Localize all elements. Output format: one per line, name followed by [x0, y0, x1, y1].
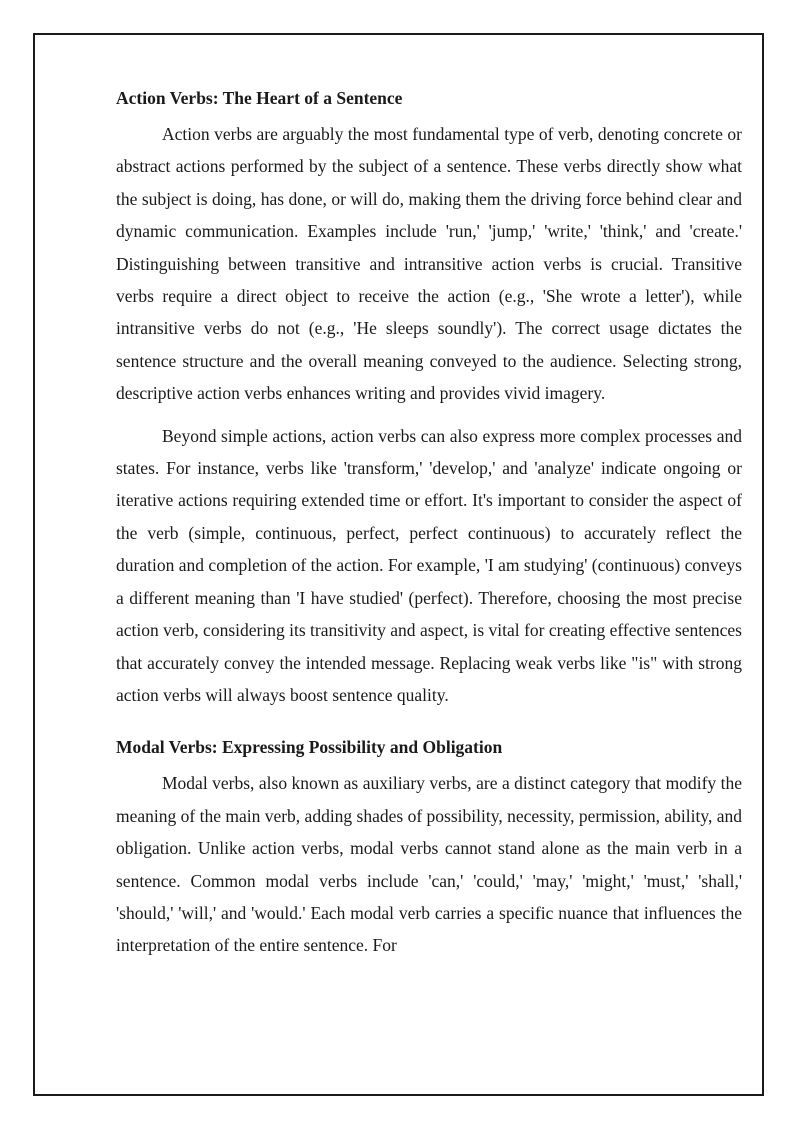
section-action-verbs	[116, 84, 742, 711]
section-modal-verbs	[116, 733, 742, 961]
paragraph: Action verbs are arguably the most fundamental type of verb, denoting concrete or abstract actions performed by the subject of a sentence. These verbs directly show what the subject is doing, has done, or will do, making them the driving force behind clear and dynamic communication. Examples include 'run,' 'jump,' 'write,' 'think,' and 'create.' Distinguishing between transitive and intransitive action verbs is crucial. Transitive verbs require a direct object to receive the action (e.g., 'She wrote a letter'), while intransitive verbs do not (e.g., 'He sleeps soundly'). The correct usage dictates the sentence structure and the overall meaning conveyed to the audience. Selecting strong, descriptive action verbs enhances writing and provides vivid imagery.	[116, 124, 742, 404]
paragraph: Beyond simple actions, action verbs can also express more complex processes and states. For instance, verbs like 'transform,' 'develop,' and 'analyze' indicate ongoing or iterative actions requiring extended time or effort. It's important to consider the aspect of the verb (simple, continuous, perfect, perfect continuous) to accurately reflect the duration and completion of the action. For example, 'I am studying' (continuous) conveys a different meaning than 'I have studied' (perfect). Therefore, choosing the most precise action verb, considering its transitivity and aspect, is vital for creating effective sentences that accurately convey the intended message. Replacing weak verbs like "is" with strong action verbs will always boost sentence quality.	[116, 425, 742, 705]
section-heading: Action Verbs: The Heart of a Sentence	[116, 88, 403, 108]
paragraph: Modal verbs, also known as auxiliary verbs, are a distinct category that modify the meaning of the main verb, adding shades of possibility, necessity, permission, ability, and obligation. Unlike action verbs, modal verbs cannot stand alone as the main verb in a sentence. Common modal verbs include 'can,' 'could,' 'may,' 'might,' 'must,' 'shall,' 'should,' 'will,' and 'would.' Each modal verb carries a specific nuance that influences the interpretation of the entire sentence. For	[116, 773, 742, 956]
document-body	[116, 84, 742, 972]
section-heading: Modal Verbs: Expressing Possibility and Obligation	[116, 737, 503, 758]
section-divider-space	[116, 721, 742, 733]
